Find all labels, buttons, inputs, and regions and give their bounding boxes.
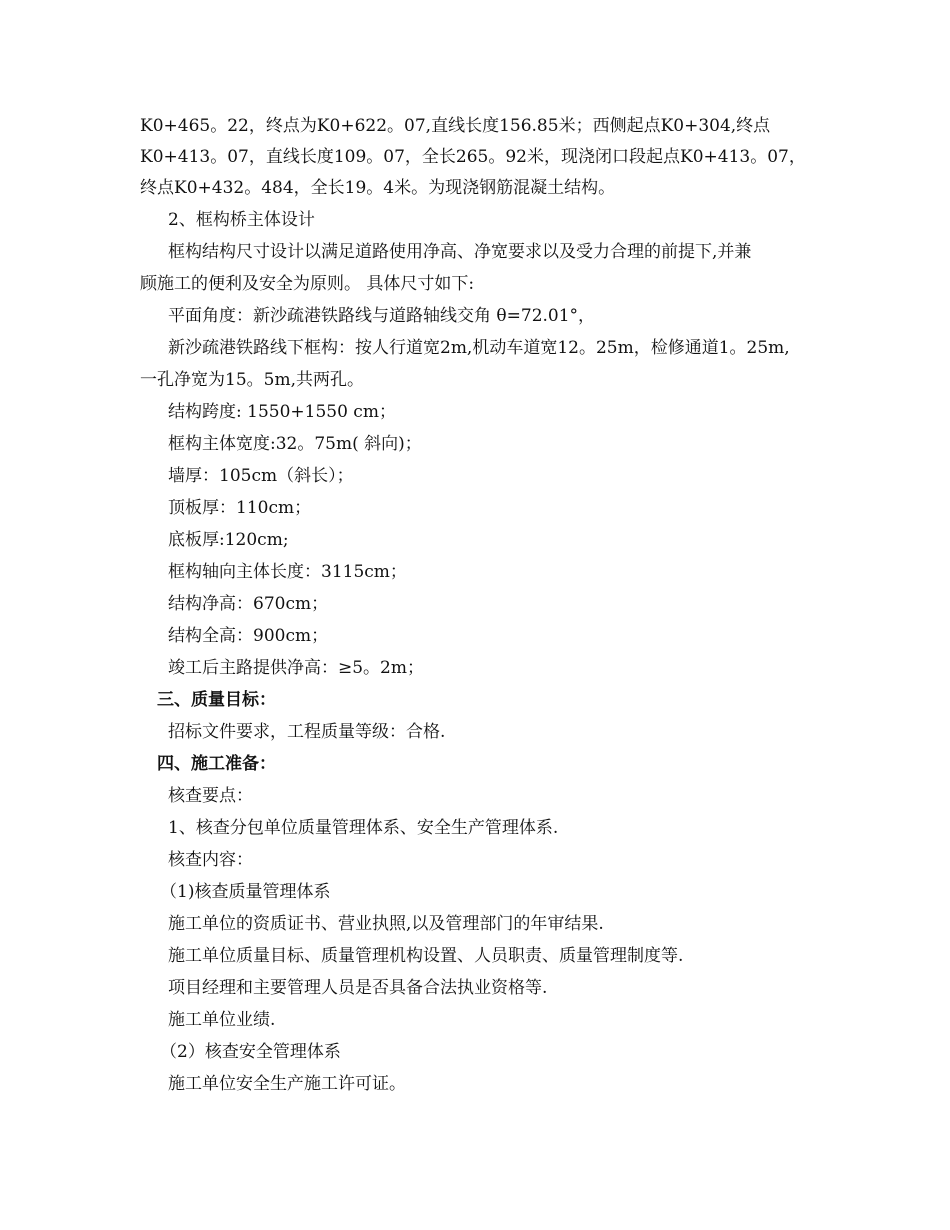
section-2-para-line-2: 顾施工的便利及安全为原则。 具体尺寸如下:: [140, 274, 475, 294]
quality-item-4: 施工单位业绩.: [168, 1010, 276, 1030]
check-content-label: 核查内容：: [168, 850, 253, 870]
dim-total-height: 结构全高：900cm；: [168, 626, 329, 646]
dim-span: 结构跨度: 1550+1550 cm；: [168, 402, 396, 422]
quality-text: 招标文件要求，工程质量等级：合格.: [168, 722, 446, 742]
quality-item-1: 施工单位的资质证书、营业执照,以及管理部门的年审结果.: [168, 914, 604, 934]
dim-clear-height: 结构净高：670cm；: [168, 594, 329, 614]
quality-item-2: 施工单位质量目标、质量管理机构设置、人员职责、质量管理制度等.: [168, 946, 684, 966]
frame-desc-line-2: 一孔净宽为15。5m,共两孔。: [140, 370, 364, 390]
quality-item-3: 项目经理和主要管理人员是否具备合法执业资格等.: [168, 978, 548, 998]
dim-top-slab: 顶板厚：110cm；: [168, 498, 312, 518]
dim-axial-length: 框构轴向主体长度：3115cm；: [168, 562, 407, 582]
intro-line-1: K0+465。22，终点为K0+622。07,直线长度156.85米；西侧起点K0+304,终点: [140, 116, 771, 136]
section-2-title: 2、框构桥主体设计: [168, 210, 315, 230]
heading-construction-prep: 四、施工准备：: [157, 754, 276, 774]
safety-item-1: 施工单位安全生产施工许可证。: [168, 1074, 406, 1094]
check-points-label: 核查要点：: [168, 786, 253, 806]
dim-width: 框构主体宽度:32。75m( 斜向)；: [168, 434, 422, 454]
intro-line-3: 终点K0+432。484，全长19。4米。为现浇钢筋混凝土结构。: [140, 178, 616, 198]
section-2-para-line-1: 框构结构尺寸设计以满足道路使用净高、净宽要求以及受力合理的前提下,并兼: [168, 242, 752, 262]
dim-road-clearance: 竣工后主路提供净高：≥5。2m；: [168, 658, 424, 678]
frame-desc-line-1: 新沙疏港铁路线下框构：按人行道宽2m,机动车道宽12。25m，检修通道1。25m,: [168, 338, 790, 358]
dim-bottom-slab: 底板厚:120cm;: [168, 530, 289, 550]
dim-wall: 墙厚：105cm（斜长）；: [168, 466, 354, 486]
sub-title-safety-system: （2）核查安全管理体系: [160, 1042, 341, 1062]
angle-line: 平面角度：新沙疏港铁路线与道路轴线交角 θ=72.01°，: [168, 306, 596, 326]
check-item-1: 1、核查分包单位质量管理体系、安全生产管理体系.: [168, 818, 559, 838]
heading-quality-goal: 三、质量目标：: [157, 690, 276, 710]
sub-title-quality-system: （1)核查质量管理体系: [160, 882, 331, 902]
intro-line-2: K0+413。07，直线长度109。07，全长265。92米，现浇闭口段起点K0+413。07，: [140, 147, 806, 167]
